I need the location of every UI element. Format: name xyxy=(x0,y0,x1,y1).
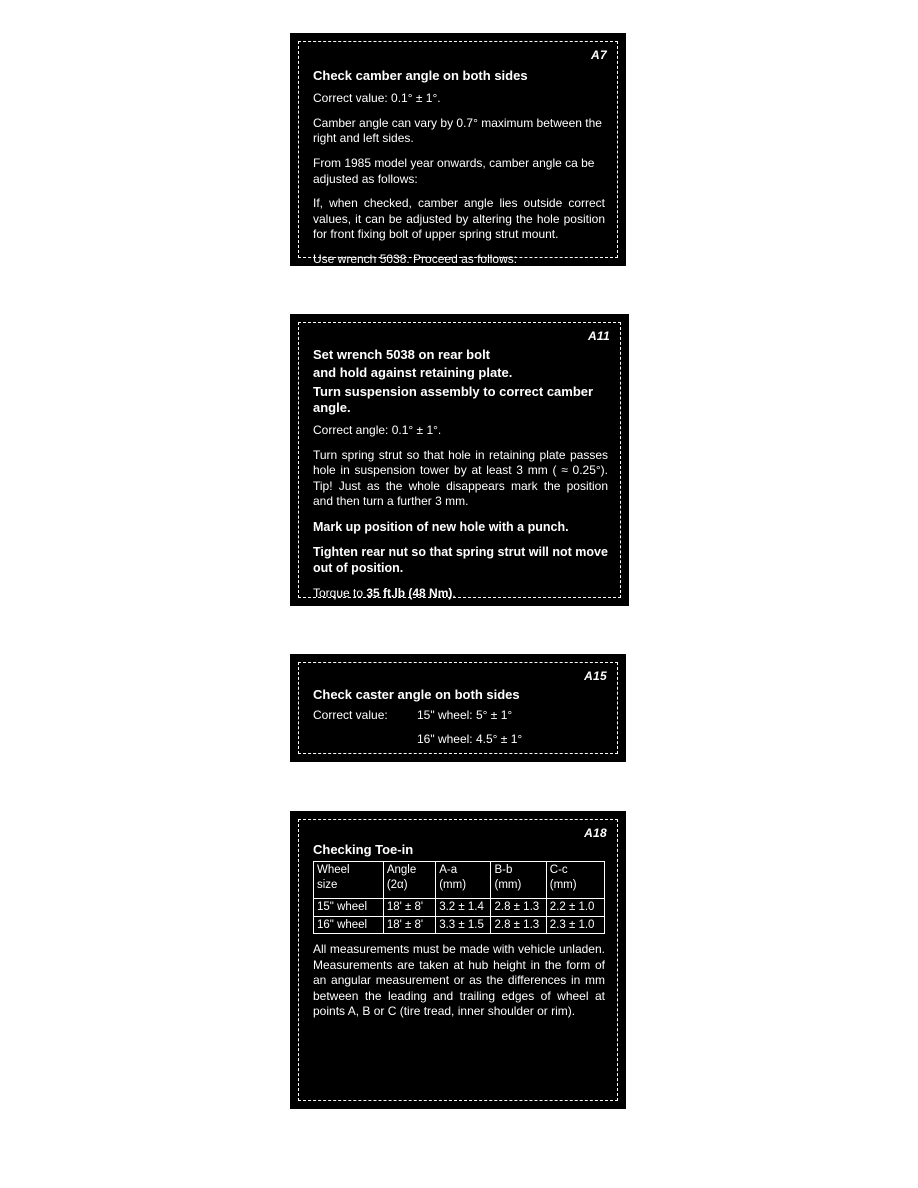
panel-a7-heading: Check camber angle on both sides xyxy=(313,68,528,83)
table-header-angle-line2: (2α) xyxy=(386,878,408,891)
table-cell-bb: 2.8 ± 1.3 xyxy=(491,899,546,916)
panel-a7-paragraph-4: If, when checked, camber angle lies outside correct values, it can be adjusted by altering the hole position for front fixing bolt of upper spring strut mount. xyxy=(313,196,605,242)
toe-in-table xyxy=(313,861,605,934)
panel-a7 xyxy=(290,33,626,266)
panel-a11-body: Turn spring strut so that hole in retaining plate passes hole in suspension tower by at least 3 mm ( ≈ 0.25°). Tip! Just as the whole disappears mark the position and then turn a further 3 mm. xyxy=(313,447,608,509)
table-cell-aa: 3.3 ± 1.5 xyxy=(436,916,491,933)
table-header-aa xyxy=(436,862,491,899)
panel-a11-heading-line-2: and hold against retaining plate. xyxy=(313,365,513,381)
table-header-wheel-size-line2: size xyxy=(317,878,338,891)
table-header-cc-line1: C-c xyxy=(549,864,568,877)
panel-a11-torque-value: 35 ft.lb (48 Nm) xyxy=(366,585,453,600)
panel-a7-paragraph-5: Use wrench 5038. Proceed as follows: xyxy=(313,252,518,266)
panel-a7-inner xyxy=(298,41,618,266)
panel-a18-heading: Checking Toe-in xyxy=(313,842,414,857)
panel-a18-tag: A18 xyxy=(584,826,607,840)
table-cell-wheel-size: 16" wheel xyxy=(314,916,384,933)
table-header-wheel-size xyxy=(314,862,384,899)
panel-a15-row-2 xyxy=(313,731,605,747)
table-row xyxy=(314,899,605,916)
table-cell-wheel-size: 15" wheel xyxy=(314,899,384,916)
panel-a15-tag: A15 xyxy=(584,669,607,683)
panel-a7-paragraph-1: Correct value: 0.1° ± 1°. xyxy=(313,91,441,106)
panel-a11-heading-line-3: Turn suspension assembly to correct camber angle. xyxy=(313,383,594,415)
panel-a7-paragraph-3: From 1985 model year onwards, camber angle ca be adjusted as follows: xyxy=(313,156,595,186)
table-cell-aa: 3.2 ± 1.4 xyxy=(436,899,491,916)
panel-a15-label-spacer xyxy=(313,731,417,747)
table-header-bb xyxy=(491,862,546,899)
panel-a11-correct-angle: Correct angle: 0.1° ± 1°. xyxy=(313,423,442,437)
table-cell-angle: 18' ± 8' xyxy=(383,899,435,916)
table-header-cc xyxy=(546,862,604,899)
panel-a11-inner xyxy=(298,322,621,598)
table-header-bb-line1: B-b xyxy=(494,864,513,877)
panel-a18-inner xyxy=(298,819,618,1101)
panel-a11-torque-suffix: . xyxy=(452,585,456,600)
table-row xyxy=(314,916,605,933)
panel-a15-value-2: 16" wheel: 4.5° ± 1° xyxy=(417,732,523,747)
table-header-angle-line1: Angle xyxy=(386,864,417,877)
table-header-cc-line2: (mm) xyxy=(549,878,577,891)
panel-a11-heading-line-1: Set wrench 5038 on rear bolt xyxy=(313,347,491,362)
table-header-aa-line2: (mm) xyxy=(439,878,467,891)
panel-a7-tag: A7 xyxy=(591,48,607,62)
table-header-aa-line1: A-a xyxy=(439,864,458,877)
panel-a11-bold-2: Tighten rear nut so that spring strut will not move out of position. xyxy=(313,545,608,576)
table-header-angle xyxy=(383,862,435,899)
panel-a15-value-1: 15" wheel: 5° ± 1° xyxy=(417,708,513,723)
panel-a15-row-1 xyxy=(313,707,605,723)
table-cell-cc: 2.3 ± 1.0 xyxy=(546,916,604,933)
table-header-row xyxy=(314,862,605,899)
panel-a11-tag: A11 xyxy=(587,329,610,343)
table-cell-bb: 2.8 ± 1.3 xyxy=(491,916,546,933)
panel-a15-heading: Check caster angle on both sides xyxy=(313,687,520,702)
table-cell-angle: 18' ± 8' xyxy=(383,916,435,933)
panel-a11-torque xyxy=(313,586,608,602)
panel-a7-paragraph-2: Camber angle can vary by 0.7° maximum between the right and left sides. xyxy=(313,115,602,146)
panel-a11-bold-1: Mark up position of new hole with a punch. xyxy=(313,519,569,534)
panel-a18-note: All measurements must be made with vehicle unladen. Measurements are taken at hub height in the form of an angular measurement or as the differences in mm between the leading and trailing edges of wheel at points A, B or C (tire tread, inner shoulder or rim). xyxy=(313,942,605,1019)
panel-a15-inner xyxy=(298,662,618,754)
panel-a11 xyxy=(290,314,629,606)
table-header-bb-line2: (mm) xyxy=(494,878,522,891)
panel-a15 xyxy=(290,654,626,762)
panel-a11-torque-prefix: Torque to xyxy=(313,585,367,600)
panel-a15-label: Correct value: xyxy=(313,708,388,723)
table-header-wheel-size-line1: Wheel xyxy=(317,864,350,877)
table-cell-cc: 2.2 ± 1.0 xyxy=(546,899,604,916)
panel-a18 xyxy=(290,811,626,1109)
